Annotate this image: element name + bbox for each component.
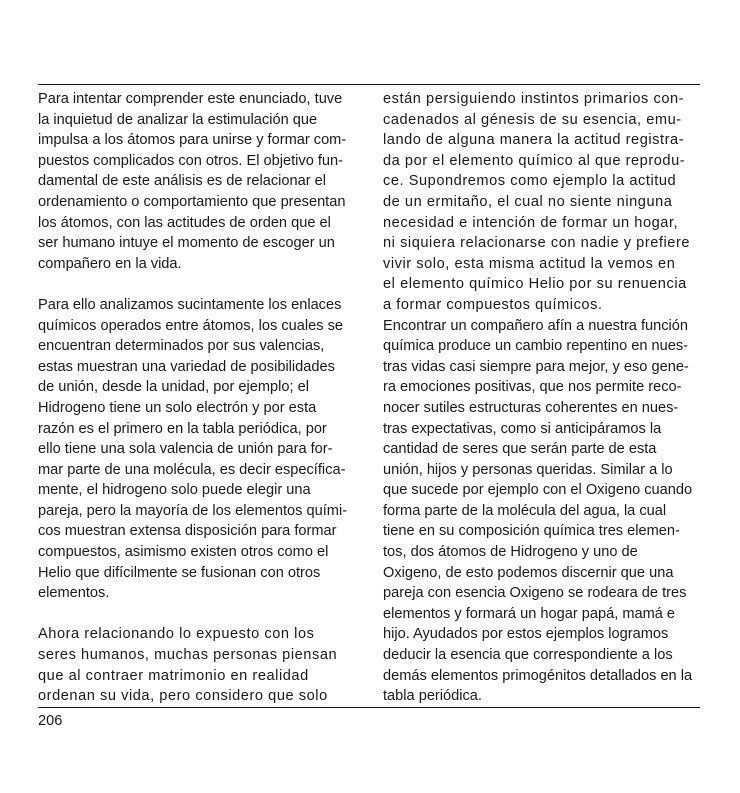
text-line: necesidad e intención de formar un hogar,	[383, 214, 679, 231]
text-line: tras vidas casi siempre para mejor, y eso gene-	[383, 358, 689, 375]
left-paragraph-3	[38, 624, 360, 706]
text-line: cos muestran extensa disposición para formar	[38, 523, 337, 540]
text-line: ra emociones positivas, que nos permite reco-	[383, 379, 682, 396]
text-line: puestos complicados con otros. El objetivo fun-	[38, 152, 344, 169]
left-paragraph-2	[38, 295, 360, 604]
text-line: ser humano intuye el momento de escoger un	[38, 235, 335, 252]
text-line: Helio que difícilmente se fusionan con otros	[38, 564, 321, 581]
text-line: nocer sutiles estructuras coherentes en nues-	[383, 399, 679, 416]
text-line: ordenan su vida, pero considero que solo	[38, 688, 328, 705]
text-line: forma parte de la molécula del agua, la cual	[383, 502, 667, 519]
text-line: razón es el primero en la tabla periódica, por	[38, 420, 327, 437]
right-paragraph-1	[383, 89, 705, 316]
text-line: que sucede por ejemplo con el Oxigeno cuando	[383, 482, 693, 499]
paragraph-gap	[38, 274, 360, 295]
text-line: mente, el hidrogeno solo puede elegir una	[38, 482, 311, 499]
text-line: de unión, desde la unidad, por ejemplo; el	[38, 379, 309, 396]
text-line: impulsa a los átomos para unirse y formar com-	[38, 132, 347, 149]
text-line: encuentran determinados por sus valencias,	[38, 338, 325, 355]
text-line: cantidad de seres que serán parte de esta	[383, 441, 657, 458]
text-line: seres humanos, muchas personas piensan	[38, 647, 338, 664]
text-line: Hidrogeno tiene un solo electrón y por esta	[38, 399, 317, 416]
bottom-rule	[38, 707, 700, 708]
text-line: ce. Supondremos como ejemplo la actitud	[383, 173, 677, 190]
text-line: la inquietud de analizar la estimulación que	[38, 111, 318, 128]
text-line: tras expectativas, como si anticipáramos la	[383, 420, 662, 437]
text-line: pareja con esencia Oxigeno se rodeara de tres	[383, 585, 687, 602]
text-line: estas muestran una variedad de posibilidades	[38, 358, 335, 375]
text-line: pareja, pero la mayoría de los elementos quími-	[38, 502, 348, 519]
page-number: 206	[38, 713, 63, 729]
text-line: elementos y formará un hogar papá, mamá e	[383, 605, 676, 622]
text-line: da por el elemento químico al que reprodu-	[383, 152, 686, 169]
text-line: deducir la esencia que correspondiente a los	[383, 647, 673, 664]
text-line: elementos.	[38, 585, 110, 602]
text-line: tabla periódica.	[383, 688, 482, 705]
text-line: que al contraer matrimonio en realidad	[38, 667, 309, 684]
text-line: los átomos, con las actitudes de orden que el	[38, 214, 331, 231]
left-paragraph-1	[38, 89, 360, 274]
text-line: ello tiene una sola valencia de unión para for-	[38, 441, 333, 458]
text-line: químicos operados entre átomos, los cuales se	[38, 317, 344, 334]
text-line: damental de este análisis es de relacionar el	[38, 173, 326, 190]
paragraph-gap	[38, 604, 360, 625]
text-line: Ahora relacionando lo expuesto con los	[38, 626, 315, 643]
text-line: cadenados al génesis de su esencia, emu-	[383, 111, 682, 128]
text-line: unión, hijos y personas queridas. Similar a lo	[383, 461, 673, 478]
text-line: tiene en su composición química tres elemen-	[383, 523, 680, 540]
text-line: el elemento químico Helio por su renuencia	[383, 276, 687, 293]
text-line: tos, dos átomos de Hidrogeno y uno de	[383, 544, 638, 561]
text-line: Para ello analizamos sucintamente los enlaces	[38, 296, 342, 313]
text-line: ordenamiento o comportamiento que presentan	[38, 193, 346, 210]
text-line: Para intentar comprender este enunciado, tuve	[38, 91, 343, 107]
text-line: vivir solo, esta misma actitud la vemos en	[383, 255, 676, 272]
text-line: hijo. Ayudados por estos ejemplos logramos	[383, 626, 669, 643]
text-line: de un ermitaño, el cual no siente ninguna	[383, 193, 673, 210]
text-line: Oxigeno, de esto podemos discernir que una	[383, 564, 674, 581]
text-line: ni siquiera relacionarse con nadie y prefiere	[383, 235, 691, 252]
text-line: demás elementos primogénitos detallados en la	[383, 667, 693, 684]
text-line: Encontrar un compañero afín a nuestra función	[383, 317, 689, 334]
text-line: lando de alguna manera la actitud registra-	[383, 132, 685, 149]
right-paragraph-2	[383, 316, 705, 707]
text-line: compañero en la vida.	[38, 255, 182, 272]
text-line: química produce un cambio repentino en nues-	[383, 338, 689, 355]
text-line: compuestos, asimismo existen otros como el	[38, 544, 329, 561]
right-column	[383, 89, 705, 707]
left-column	[38, 89, 360, 707]
text-line: a formar compuestos químicos.	[383, 296, 603, 313]
top-rule	[38, 84, 700, 85]
text-line: mar parte de una molécula, es decir específica-	[38, 461, 346, 478]
text-line: están persiguiendo instintos primarios con-	[383, 91, 685, 107]
